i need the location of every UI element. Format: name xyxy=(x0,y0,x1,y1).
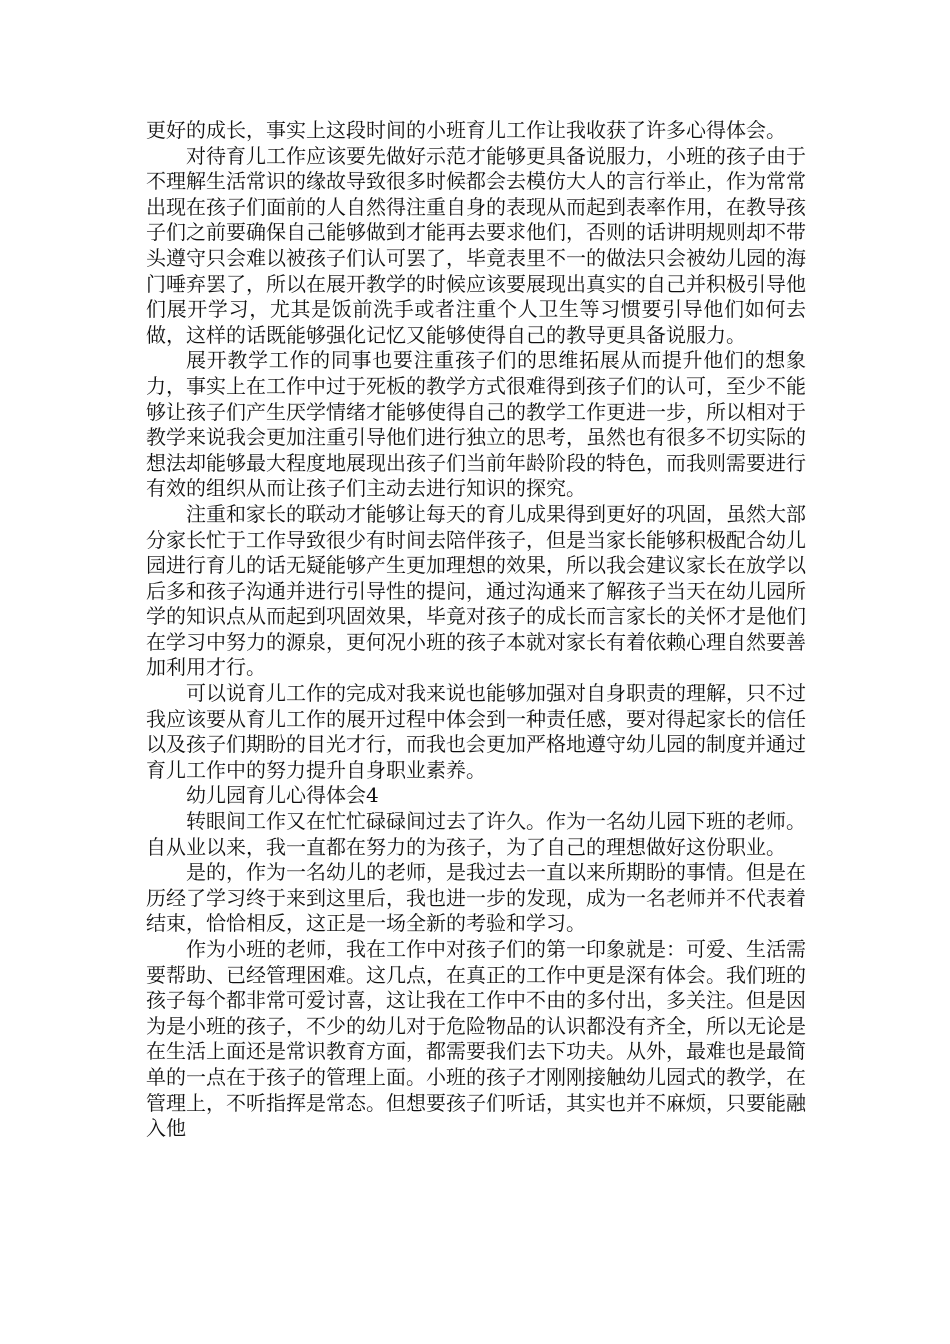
paragraph-2: 对待育儿工作应该要先做好示范才能够更具备说服力，小班的孩子由于不理解生活常识的缘故导致很多时候都会去模仿大人的言行举止，作为常常出现在孩子们面前的人自然得注重自身的表现从而起到表率作用，在教导孩子们之前要确保自己能够做到才能再去要求他们，否则的话讲明规则却不带头遵守只会难以被孩子们认可罢了，毕竟表里不一的做法只会被幼儿园的海门唾弃罢了，所以在展开教学的时候应该要展现出真实的自己并积极引导他们展开学习，尤其是饭前洗手或者注重个人卫生等习惯要引导他们如何去做，这样的话既能够强化记忆又能够使得自己的教导更具备说服力。 xyxy=(146,143,806,347)
paragraph-3: 展开教学工作的同事也要注重孩子们的思维拓展从而提升他们的想象力，事实上在工作中过于死板的教学方式很难得到孩子们的认可，至少不能够让孩子们产生厌学情绪才能够使得自己的教学工作更进一步，所以相对于教学来说我会更加注重引导他们进行独立的思考，虽然也有很多不切实际的想法却能够最大程度地展现出孩子们当前年龄阶段的特色，而我则需要进行有效的组织从而让孩子们主动去进行知识的探究。 xyxy=(146,348,806,501)
paragraph-1: 更好的成长，事实上这段时间的小班育儿工作让我收获了许多心得体会。 xyxy=(146,118,786,142)
paragraph-8: 作为小班的老师，我在工作中对孩子们的第一印象就是：可爱、生活需要帮助、已经管理困难。这几点，在真正的工作中更是深有体会。我们班的孩子每个都非常可爱讨喜，这让我在工作中不由的多付出，多关注。但是因为是小班的孩子，不少的幼儿对于危险物品的认识都没有齐全，所以无论是在生活上面还是常识教育方面，都需要我们去下功夫。从外，最难也是最简单的一点在于孩子的管理上面。小班的孩子才刚刚接触幼儿园式的教学，在管理上，不听指挥是常态。但想要孩子们听话，其实也并不麻烦，只要能融入他 xyxy=(146,937,806,1141)
paragraph-4: 注重和家长的联动才能够让每天的育儿成果得到更好的巩固，虽然大部分家长忙于工作导致很少有时间去陪伴孩子，但是当家长能够积极配合幼儿园进行育儿的话无疑能够产生更加理想的效果，所以我会建议家长在放学以后多和孩子沟通并进行引导性的提问，通过沟通来了解孩子当天在幼儿园所学的知识点从而起到巩固效果，毕竟对孩子的成长而言家长的关怀才是他们在学习中努力的源泉，更何况小班的孩子本就对家长有着依赖心理自然要善加利用才行。 xyxy=(146,501,806,680)
paragraph-5: 可以说育儿工作的完成对我来说也能够加强对自身职责的理解，只不过我应该要从育儿工作的展开过程中体会到一种责任感，要对得起家长的信任以及孩子们期盼的目光才行，而我也会更加严格地遵守幼儿园的制度并通过育儿工作中的努力提升自身职业素养。 xyxy=(146,681,806,782)
section-heading: 幼儿园育儿心得体会4 xyxy=(186,783,379,808)
document-body xyxy=(146,118,806,1142)
paragraph-6: 转眼间工作又在忙忙碌碌间过去了许久。作为一名幼儿园下班的老师。自从业以来，我一直都在努力的为孩子，为了自己的理想做好这份职业。 xyxy=(146,809,806,859)
paragraph-7: 是的，作为一名幼儿的老师，是我过去一直以来所期盼的事情。但是在历经了学习终于来到这里后，我也进一步的发现，成为一名老师并不代表着结束，恰恰相反，这正是一场全新的考验和学习。 xyxy=(146,860,806,936)
